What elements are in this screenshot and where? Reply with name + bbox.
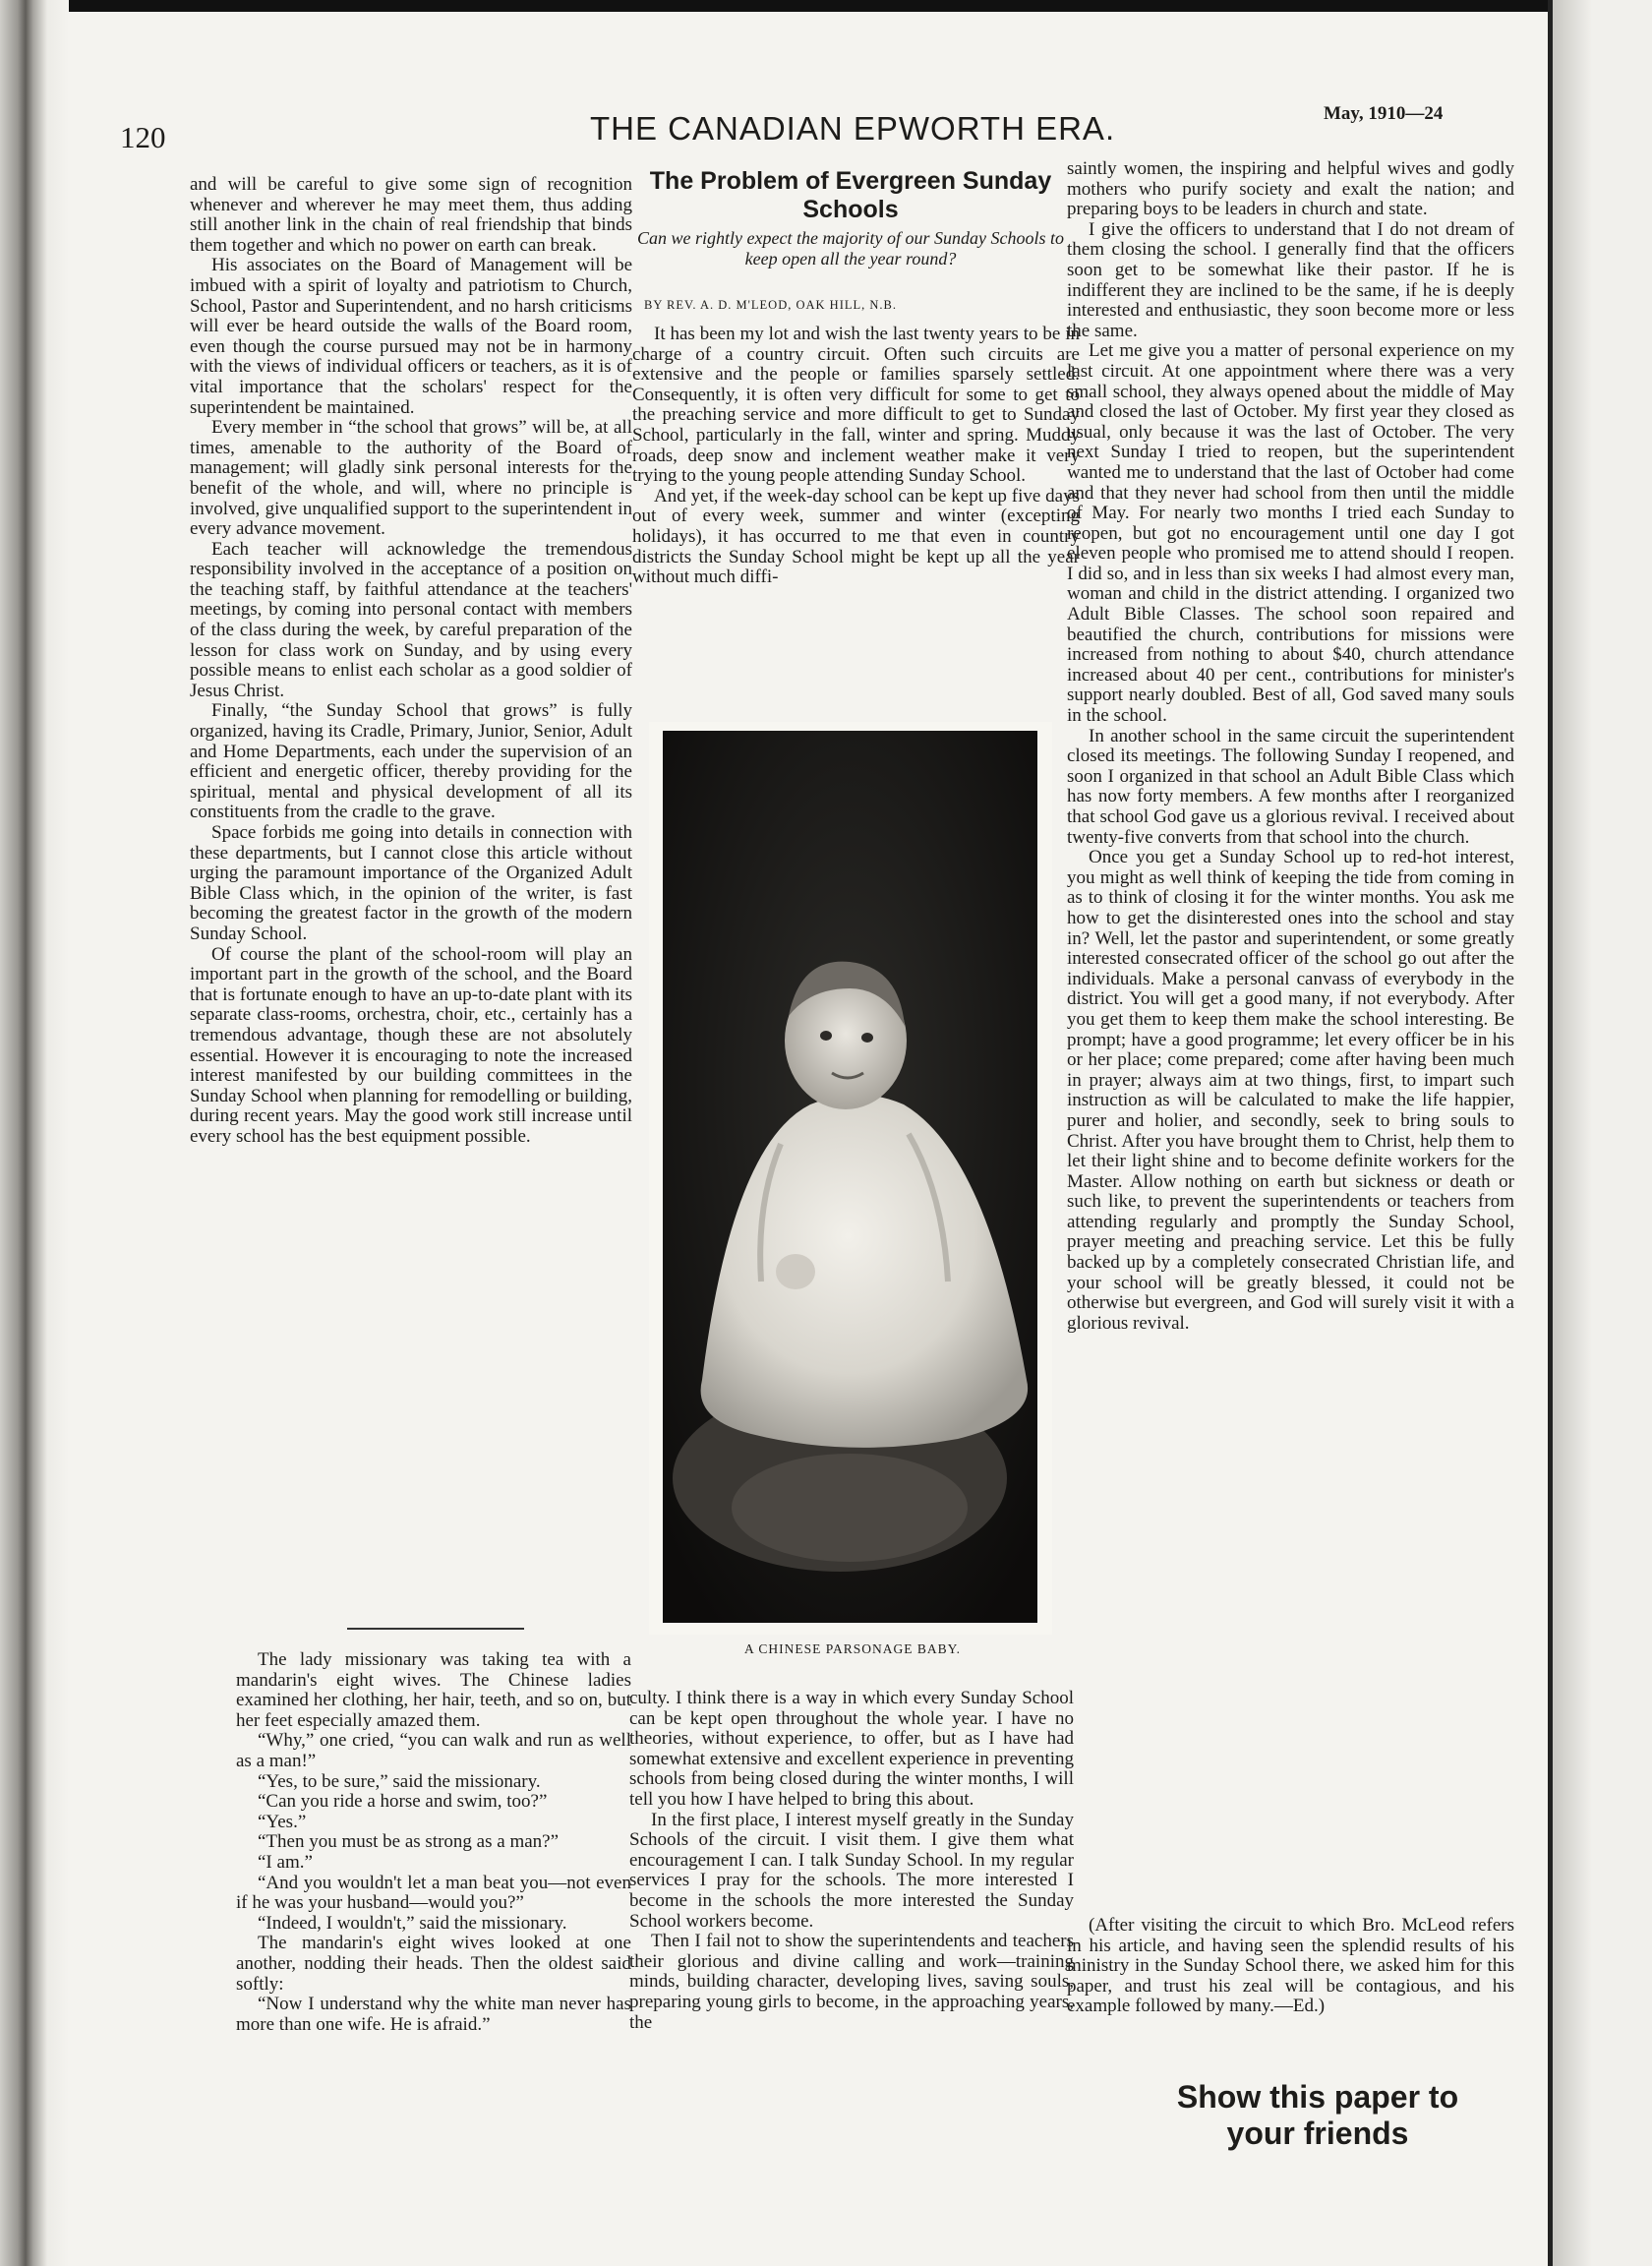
editor-note [1067,1916,1514,2017]
section-divider [347,1628,524,1630]
article-subtitle: Can we rightly expect the majority of our Sunday Schools to keep open all the year round? [637,228,1064,268]
missionary-anecdote [236,1650,631,2035]
article-byline: BY REV. A. D. M'LEOD, OAK HILL, N.B. [644,298,898,312]
page-number: 120 [120,120,166,154]
issue-date: May, 1910—24 [1324,103,1444,124]
paragraph: I give the officers to understand that I do not dream of them closing the school. I generally find that the officers soon get to be somewhat like their pastor. If he is indifferent they are inclined to be the same, if he is deeply interested and enthusiastic, they soon become more or less the same. [1067,218,1514,341]
next-page-edge [1548,0,1652,2266]
paragraph: “I am.” [258,1851,313,1873]
paragraph: (After visiting the circuit to which Bro. McLeod refers in his article, and having seen the splendid results of his ministry in the Sunday School there, we asked him for this paper, and trust his zeal will be contagious, and his example followed by many.—Ed.) [1067,1915,1514,2017]
paragraph: Of course the plant of the school-room will play an important part in the growth of the school, and the Board that is fortunate enough to have an up-to-date plant with its separate class-rooms, orchestra, choir, etc., certainly has a tremendous advantage, though these are not absolutely essential. However it is encouraging to note the increased interest manifested by our building committees in the Sunday School when planning for remodelling or building, during recent years. May the good work still increase until every school has the best equipment possible. [190,943,632,1147]
paragraph: Each teacher will acknowledge the tremendous responsibility involved in the acceptance of a position on the teaching staff, by faithful attendance at the teachers' meetings, by coming into personal contact with members of the class during the week, by careful preparation of the lesson for class work on Sunday, and by using every possible means to enlist each scholar as a good soldier of Jesus Christ. [190,538,632,701]
paragraph: “Then you must be as strong as a man?” [258,1831,560,1853]
paragraph: In another school in the same circuit the superintendent closed its meetings. The following Sunday I reopened, and soon I organized in that school an Adult Bible Class which has now forty members. A few months after I reorganized that school God gave us a glorious revival. I received about twenty-five converts from that school into the church. [1067,725,1514,848]
paragraph: saintly women, the inspiring and helpful wives and godly mothers who purify society and exalt the nation; and preparing boys to be leaders in church and state. [1067,158,1514,220]
paragraph: culty. I think there is a way in which every Sunday School can be kept open throughout the whole year. I have no theories, without experience, to offer, but as I have had somewhat extensive and excellent experience in preventing schools from being closed during the winter months, I will tell you how I have helped to bring this about. [629,1688,1074,1810]
paragraph: And yet, if the week-day school can be kept up five days out of every week, summer and winter (excepting holidays), it has occurred to me that even in country districts the Sunday School might be kept up all the year without much diffi- [632,485,1080,588]
article-body-column-2 [629,1689,1074,2033]
baby-photograph [663,731,1037,1623]
promo-box [1111,2079,1524,2152]
paragraph: It has been my lot and wish the last twenty years to be in charge of a country circuit. Often such circuits are extensive and the people or families sparsely settled. Consequently, it is often very difficult for some to get to the preaching service and more difficult to get to Sunday School, particularly in the fall, winter and spring. Muddy roads, deep snow and inclement weather make it very trying to the young people attending Sunday School. [632,324,1080,487]
paragraph: In the first place, I interest myself greatly in the Sunday Schools of the circuit. I visit them. I give them what encouragement I can. I talk Sunday School. In my regular services I pray for the schools. The more interested I become in the schools the more interested the Sunday School workers become. [629,1809,1074,1932]
paragraph: Space forbids me going into details in connection with these departments, but I cannot close this article without urging the paramount importance of the Organized Adult Bible Class which, in the opinion of the writer, is fast becoming the greatest factor in the growth of the modern Sunday School. [190,822,632,944]
paragraph: “Now I understand why the white man never has more than one wife. He is afraid.” [236,1994,631,2035]
column-1-article-continuation [190,175,632,1148]
paragraph: “Can you ride a horse and swim, too?” [258,1791,548,1813]
paragraph: His associates on the Board of Management will be imbued with a spirit of loyalty and patriotism to Church, School, Pastor and Superintendent, and no harsh criticisms will ever be heard outside the walls of the Board room, even though the course pursued may not be in harmony with the views of individual officers or teachers, as it is of vital importance that the scholars' respect for the superintendent be maintained. [190,255,632,418]
article-intro [632,325,1080,588]
paragraph: “Yes, to be sure,” said the missionary. [258,1770,541,1792]
baby-photo-illustration [663,731,1037,1623]
paragraph: and will be careful to give some sign of recognition whenever and wherever he may meet them, thus adding still another link in the chain of real friendship that binds them together and which no power on earth can break. [190,174,632,256]
paragraph: “And you wouldn't let a man beat you—not even if he was your husband—would you?” [236,1872,631,1914]
paragraph: Finally, “the Sunday School that grows” is fully organized, having its Cradle, Primary, Junior, Senior, Adult and Home Departments, each under the supervision of an efficient and energetic officer, thereby providing for the spiritual, mental and physical development of all its constituents from the cradle to the grave. [190,700,632,823]
promo-line: your friends [1226,2116,1409,2151]
magazine-title: THE CANADIAN EPWORTH ERA. [590,110,1116,147]
paragraph: “Indeed, I wouldn't,” said the missionary. [258,1912,567,1934]
paragraph: Every member in “the school that grows” will be, at all times, amenable to the authority of the Board of management; will gladly sink personal interests for the benefit of the whole, and will, where no principle is involved, give unqualified support to the superintendent in every advance movement. [190,417,632,540]
paragraph: Let me give you a matter of personal experience on my last circuit. At one appointment where there was a very small school, they always opened about the middle of May and closed the last of October. My first year they closed as usual, only because it was the last of October. The very next Sunday I tried to reopen, but the superintendent wanted me to understand that the last of October had come and that they never had school from then until the middle of May. For nearly two months I tried each Sunday to reopen, but got no encouragement until one day I got eleven people who promised me to attend should I reopen. I did so, and in less than six weeks I had almost every man, woman and child in the district attending. I organized two Adult Bible Classes. The school soon repaired and beautified the church, contributions for missions were increased from nothing to about $40, church attendance increased about 40 per cent., contributions for minister's support nearly doubled. Best of all, God saved many souls in the school. [1067,340,1514,727]
promo-line: Show this paper to [1176,2079,1459,2115]
paragraph: The mandarin's eight wives looked at one another, nodding their heads. Then the oldest said softly: [236,1933,631,1995]
article-body-column-3 [1067,159,1514,1334]
paragraph: Then I fail not to show the superintendents and teachers their glorious and divine calling and work—training minds, building character, developing lives, saving souls, preparing young girls to become, in the approaching years, the [629,1931,1074,2033]
photo-caption: A CHINESE PARSONAGE BABY. [743,1641,962,1656]
paragraph: “Why,” one cried, “you can walk and run as well as a man!” [236,1730,631,1771]
paragraph: The lady missionary was taking tea with a mandarin's eight wives. The Chinese ladies examined her clothing, her hair, teeth, and so on, but her feet especially amazed them. [236,1649,631,1731]
paragraph: Once you get a Sunday School up to red-hot interest, you might as well think of keeping the tide from coming in as to think of closing it for the winter months. You ask me how to get the disinterested ones into the school and stay in? Well, let the pastor and superintendent, or some greatly interested consecrated officer of the school go out after the individuals. Make a personal canvass of everybody in the district. You will get a good many, if not everybody. After you get them to keep them make the school interesting. Be prompt; have a good programme; let every officer be in his or her place; come prepared; come after having been much in prayer; always aim at two things, first, to impart such instruction as will be calculated to make the life happier, purer and holier, and secondly, seek to bring souls to Christ. After you have brought them to Christ, help them to let their light shine and to become definite workers for the Master. Allow nothing on earth but sickness or death or such like, to prevent the superintendents or teachers from attending regularly and promptly the Sunday School, prayer meeting and preaching service. Let this be fully backed up by a completely consecrated Christian life, and your school will be greatly blessed, it could not be otherwise but evergreen, and God will surely visit it with a glorious revival. [1067,847,1514,1334]
article-title: The Problem of Evergreen Sunday Schools [649,167,1052,223]
paragraph: “Yes.” [258,1811,307,1832]
book-binding-edge [0,0,69,2266]
